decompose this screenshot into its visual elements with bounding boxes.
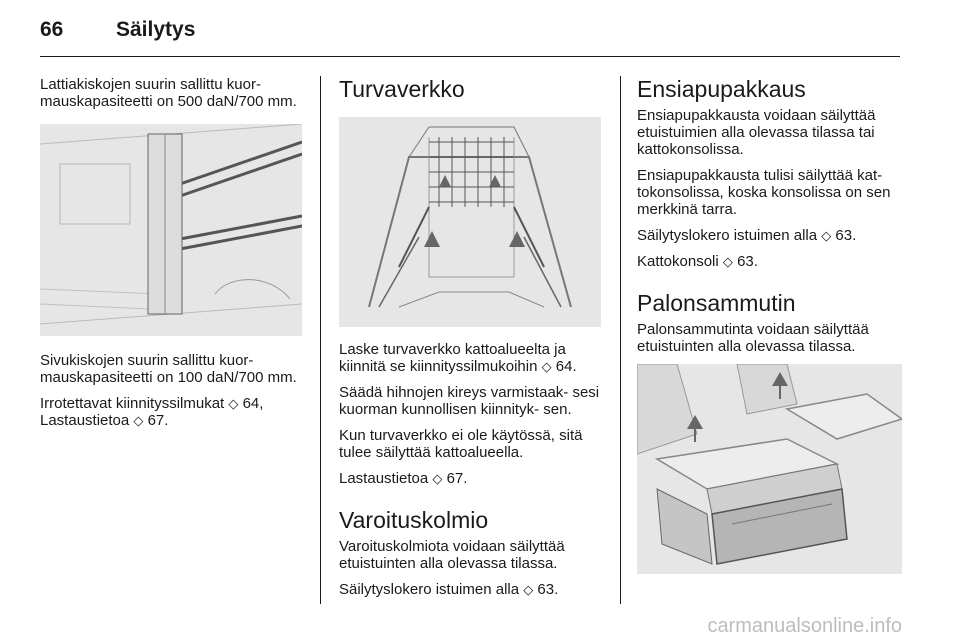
page-ref-icon: ◇ bbox=[722, 254, 733, 269]
page-ref-icon: ◇ bbox=[821, 228, 832, 243]
seat-storage-illustration bbox=[637, 364, 902, 574]
page-ref-link[interactable]: 64. bbox=[555, 358, 577, 375]
page-ref-icon: ◇ bbox=[228, 396, 239, 411]
page-ref-link[interactable]: 63. bbox=[835, 227, 857, 244]
net-storage-text: Kun turvaverkko ei ole käytössä, sitä tulee säilyttää kattoalueella. bbox=[339, 427, 583, 461]
section-heading-extinguisher: Palonsammutin bbox=[637, 290, 796, 316]
floor-rail-capacity-text: Lattiakiskojen suurin sallittu kuor- mauskapasiteetti on 500 daN/700 mm. bbox=[40, 76, 297, 110]
page-ref-icon: ◇ bbox=[523, 582, 534, 597]
watermark: carmanualsonline.info bbox=[707, 615, 902, 637]
strap-tension-text: Säädä hihnojen kireys varmistaak- sesi kuorman kunnollisen kiinnityk- sen. bbox=[339, 384, 600, 418]
under-seat-storage-ref: Säilytyslokero istuimen alla ◇ 63. bbox=[637, 227, 857, 244]
column-1 bbox=[40, 76, 302, 438]
section-heading-first-aid: Ensiapupakkaus bbox=[637, 76, 806, 102]
header-rule bbox=[40, 56, 900, 57]
section-heading-warning-triangle: Varoituskolmio bbox=[339, 507, 489, 533]
roof-console-ref: Kattokonsoli ◇ 63. bbox=[637, 253, 758, 270]
seat-storage-drawing bbox=[637, 364, 902, 574]
safety-net-drawing bbox=[339, 117, 601, 327]
safety-net-illustration bbox=[339, 117, 601, 327]
side-rail-capacity-text: Sivukiskojen suurin sallittu kuor- mauskapasiteetti on 100 daN/700 mm. bbox=[40, 352, 297, 386]
page-ref-link[interactable]: 63. bbox=[737, 253, 758, 270]
cargo-rail-drawing bbox=[40, 124, 302, 336]
section-heading-safety-net: Turvaverkko bbox=[339, 76, 465, 102]
page-ref-link[interactable]: 67. bbox=[147, 412, 169, 429]
lower-net-text: Laske turvaverkko kattoalueelta ja kiinnitä se kiinnityssilmukoihin ◇ 64. bbox=[339, 341, 577, 375]
page-ref-link[interactable]: 67. bbox=[446, 470, 468, 487]
first-aid-console-text: Ensiapupakkausta tulisi säilyttää kat- tokonsolissa, koska konsolissa on sen merkkinä tarra. bbox=[637, 167, 891, 218]
extinguisher-text: Palonsammutinta voidaan säilyttää etuistuinten alla olevassa tilassa. bbox=[637, 321, 869, 355]
column-2 bbox=[339, 76, 601, 607]
loading-info-text: Lastaustietoa ◇ 67. bbox=[339, 470, 468, 487]
cargo-rail-illustration bbox=[40, 124, 302, 336]
page-ref-link[interactable]: 64, bbox=[242, 395, 264, 412]
removable-eyelets-text: Irrotettavat kiinnityssilmukat ◇ 64, Lastaustietoa ◇ 67. bbox=[40, 395, 264, 429]
column-divider bbox=[620, 76, 621, 604]
column-divider bbox=[320, 76, 321, 604]
page-ref-icon: ◇ bbox=[541, 359, 552, 374]
running-title: Säilytys bbox=[116, 18, 196, 41]
page-number: 66 bbox=[40, 18, 64, 41]
page-ref-link[interactable]: 63. bbox=[537, 581, 559, 598]
first-aid-location-text: Ensiapupakkausta voidaan säilyttää etuistuimien alla olevassa tilassa tai kattokonsolissa. bbox=[637, 107, 876, 158]
page-header bbox=[40, 18, 900, 46]
page-ref-icon: ◇ bbox=[133, 413, 144, 428]
warning-triangle-text: Varoituskolmiota voidaan säilyttää etuistuinten alla olevassa tilassa. bbox=[339, 538, 565, 572]
page-ref-icon: ◇ bbox=[432, 471, 443, 486]
under-seat-storage-text: Säilytyslokero istuimen alla ◇ 63. bbox=[339, 581, 559, 598]
column-3 bbox=[637, 76, 902, 574]
